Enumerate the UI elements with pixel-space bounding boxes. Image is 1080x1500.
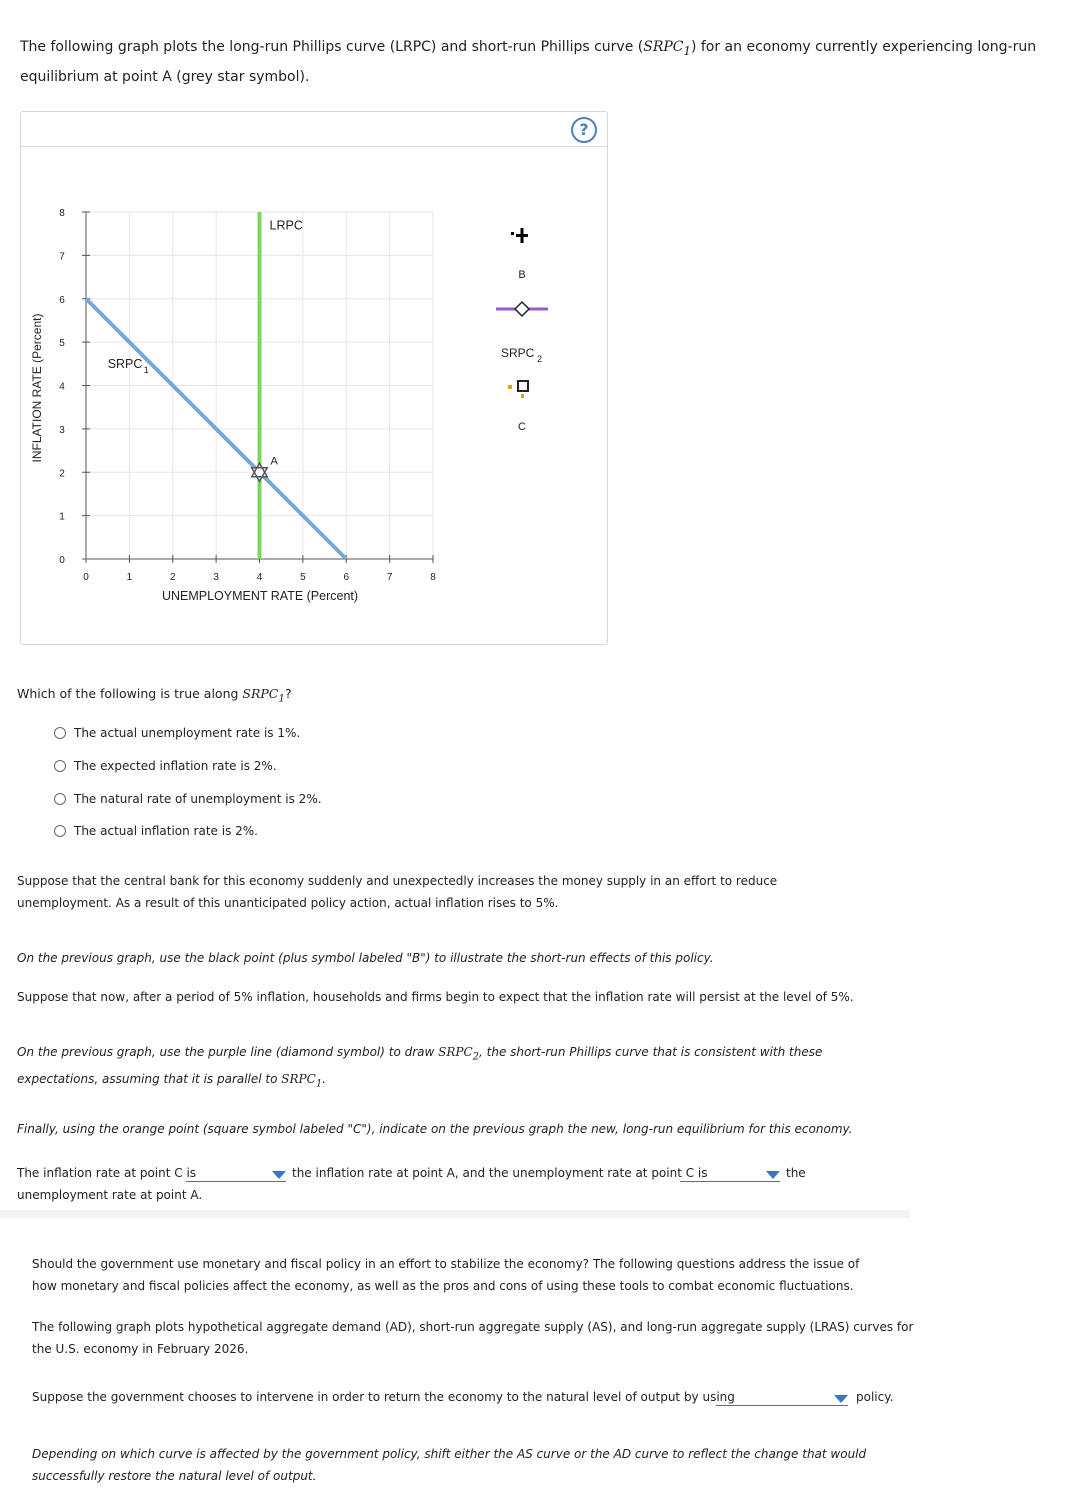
intro-text: The following graph plots the long-run Phillips curve (LRPC) and short-run Phillips curve $(SRPC_1)$ for an economy currently experiencing long-run equilibrium at point A (grey star symbol). [20, 39, 1037, 85]
question1-option-3[interactable]: The natural rate of unemployment is 2%. [54, 792, 322, 806]
question1-option-4[interactable]: The actual inflation rate is 2%. [54, 824, 258, 838]
square-handle-bottom [521, 394, 524, 398]
x-tick-label: 6 [343, 572, 350, 583]
instruction-c: Finally, using the orange point (square symbol labeled "C"), indicate on the previous graph the new, long-run equilibrium for this economy. [17, 1122, 853, 1136]
plus-icon-vertical [521, 228, 524, 243]
y-tick-label: 6 [59, 294, 65, 306]
x-tick-label: 3 [213, 572, 219, 583]
chart-ticks [59, 208, 436, 583]
policy-type-dropdown[interactable] [716, 1391, 848, 1406]
fill-text-2: the inflation rate at point A, and the unemployment rate at point C is [292, 1166, 708, 1180]
palette-srpc2-label: SRPC [501, 346, 535, 360]
square-handle-icon [508, 385, 512, 389]
y-tick-label: 8 [59, 208, 65, 219]
policy-paragraph: Suppose that the central bank for this economy suddenly and unexpectedly increases the money supply in an effort to reduce unemployment. As a result of this unanticipated policy action, actual inflation rises to 5%. [17, 874, 778, 910]
x-tick-label: 5 [300, 572, 306, 583]
x-tick-label: 8 [430, 572, 436, 583]
x-tick-label: 4 [256, 572, 263, 583]
radio-button[interactable] [54, 760, 66, 772]
radio-button[interactable] [54, 727, 66, 739]
srpc1-label-subscript: 1 [143, 365, 149, 376]
phillips-chart [0, 0, 620, 660]
y-tick-label: 2 [59, 468, 65, 480]
y-axis-label: INFLATION RATE (Percent) [30, 313, 44, 463]
question1-option-1[interactable]: The actual unemployment rate is 1%. [54, 726, 300, 740]
y-tick-label: 7 [59, 251, 65, 263]
policy-sentence: Suppose the government chooses to intervene in order to return the economy to the natural level of output by using [32, 1390, 735, 1404]
x-tick-label: 1 [126, 572, 133, 583]
instruction-b: On the previous graph, use the black point (plus symbol labeled "B") to illustrate the short-run effects of this policy. [17, 951, 714, 965]
palette-srpc2-subscript: 2 [537, 354, 543, 364]
section2-intro: Should the government use monetary and fiscal policy in an effort to stabilize the economy? The following questions address the issue of how monetary and fiscal policies affect the economy, as well as the pros and cons of using these tools to combat economic fluctuations. [32, 1257, 860, 1293]
lrpc-label: LRPC [269, 218, 303, 233]
chevron-down-icon [834, 1395, 848, 1403]
x-axis-label: UNEMPLOYMENT RATE (Percent) [161, 589, 359, 603]
palette-b-label: B [518, 269, 526, 281]
question1-prompt: Which of the following is true along $SRPC_1$? [17, 686, 292, 705]
y-tick-label: 1 [59, 511, 65, 523]
expectations-paragraph: Suppose that now, after a period of 5% inflation, households and firms begin to expect that the inflation rate will persist at the level of 5%. [17, 990, 854, 1004]
y-tick-label: 3 [59, 424, 65, 436]
x-tick-label: 0 [83, 572, 89, 583]
section2-instruction: Depending on which curve is affected by the government policy, shift either the AS curve or the AD curve to reflect the change that would successfully restore the natural level of output. [32, 1447, 867, 1483]
srpc1-label: SRPC [107, 357, 143, 372]
diamond-icon [515, 302, 529, 316]
unemployment-comparison-dropdown[interactable] [680, 1167, 780, 1182]
palette-c-label: C [518, 421, 526, 433]
fill-text-3: the [786, 1166, 806, 1180]
y-tick-label: 0 [59, 555, 65, 566]
y-tick-label: 5 [59, 338, 65, 350]
inflation-comparison-dropdown[interactable] [186, 1167, 286, 1182]
plus-handle-icon [511, 232, 514, 235]
srpc1-symbol: $SRPC_1$ [643, 39, 691, 58]
chart-points[interactable] [252, 455, 279, 481]
fill-text-1: The inflation rate at point C is [17, 1166, 197, 1180]
fill-text-4: unemployment rate at point A. [17, 1188, 203, 1202]
radio-button[interactable] [54, 793, 66, 805]
y-tick-label: 4 [59, 381, 65, 393]
policy-suffix: policy. [856, 1390, 894, 1404]
chevron-down-icon [272, 1171, 286, 1179]
section2-graph-desc: The following graph plots hypothetical aggregate demand (AD), short-run aggregate supply (AS), and long-run aggregate supply (LRAS) curves for the U.S. economy in February 2026. [32, 1320, 914, 1356]
x-tick-label: 7 [386, 572, 393, 583]
section-divider [0, 1210, 910, 1218]
point-a-label: A [270, 455, 278, 468]
square-icon [518, 381, 528, 391]
drawing-palette[interactable] [496, 228, 548, 433]
question1-option-2[interactable]: The expected inflation rate is 2%. [54, 759, 277, 773]
x-tick-label: 2 [169, 572, 176, 583]
radio-button[interactable] [54, 825, 66, 837]
instruction-srpc2: On the previous graph, use the purple line (diamond symbol) to draw $SRPC_2$, the short-run Phillips curve that is consistent with these expectations, assuming that it is parallel to $SRPC_1$. [17, 1045, 823, 1090]
help-icon[interactable]: ? [571, 117, 597, 143]
chevron-down-icon [766, 1171, 780, 1179]
